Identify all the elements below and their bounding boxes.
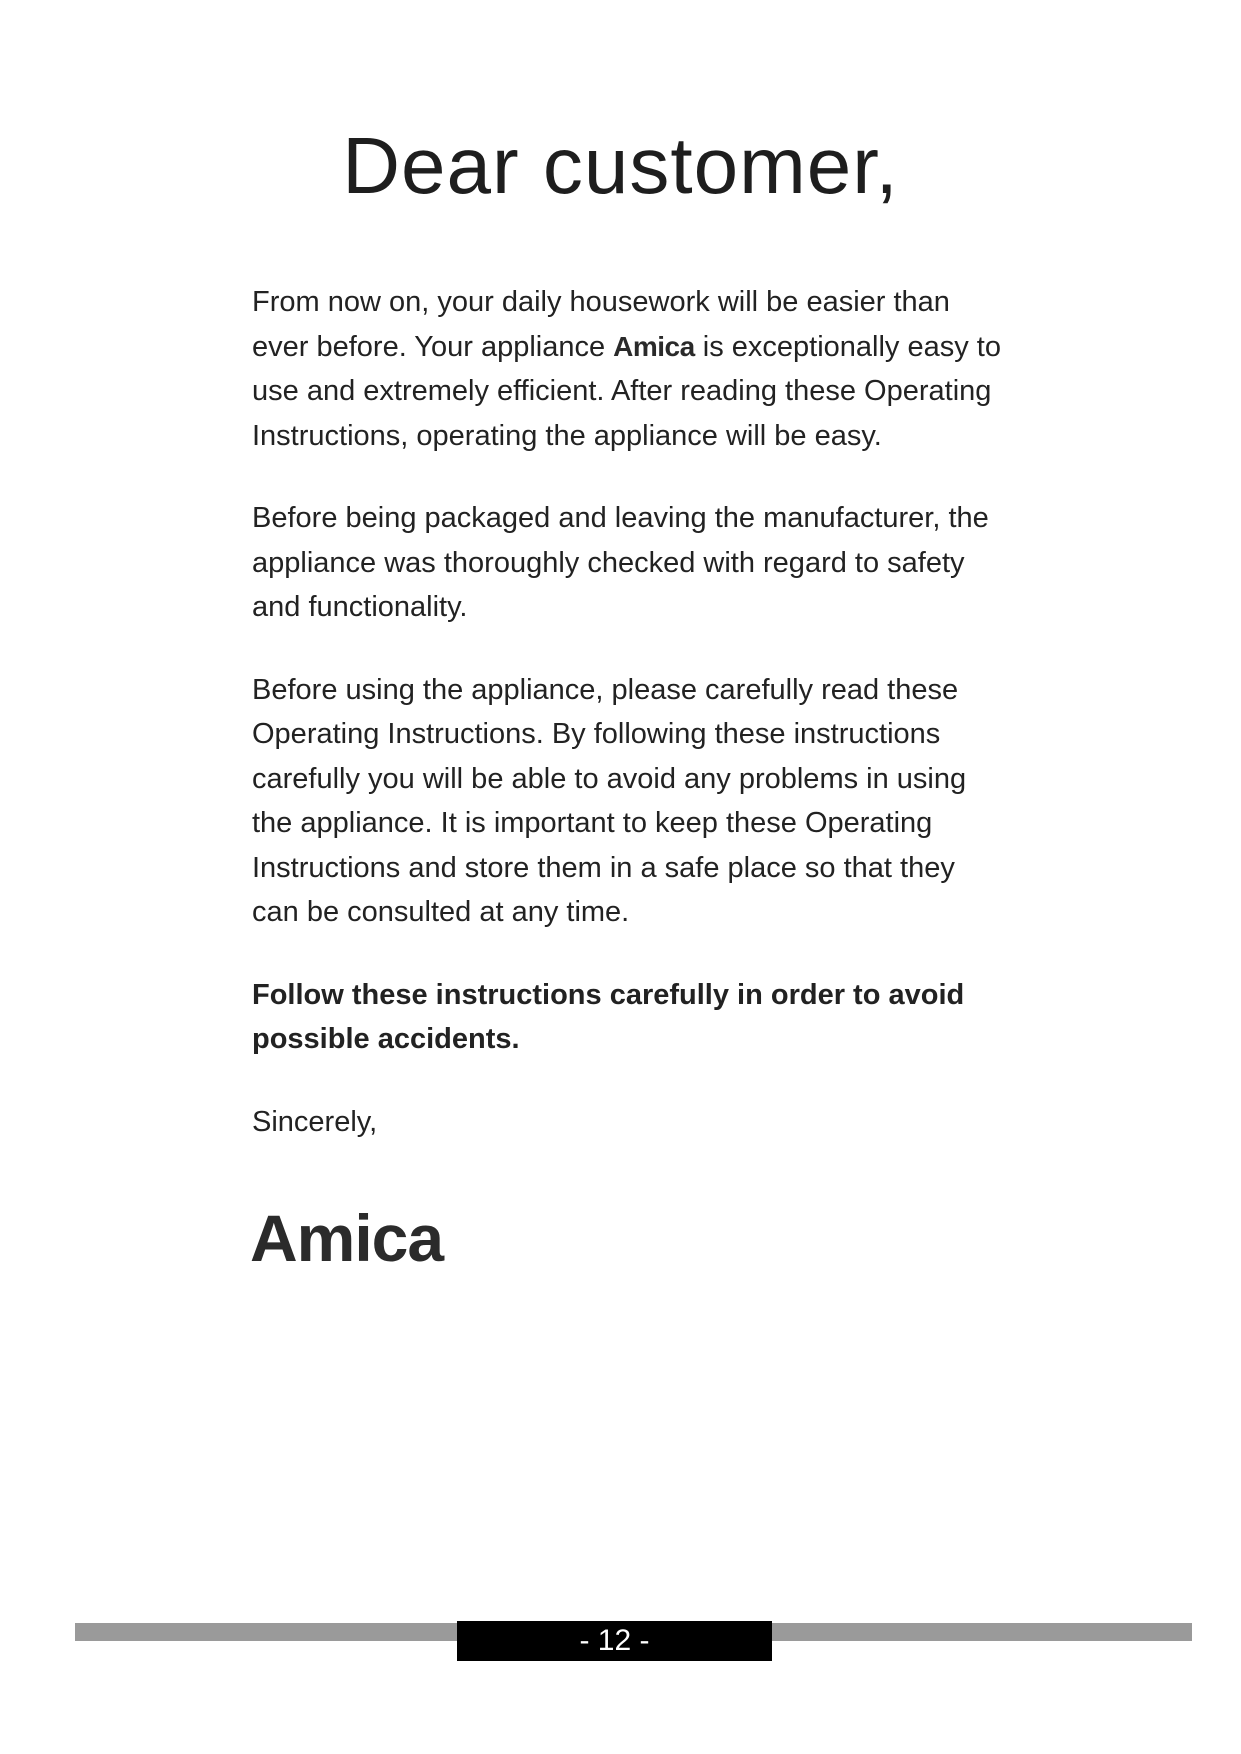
- page-number: - 12 -: [457, 1621, 772, 1661]
- paragraph-warning: Follow these instructions carefully in order to avoid possible accidents.: [252, 978, 965, 1055]
- letter-body: [252, 280, 1002, 1144]
- paragraph-intro: [252, 280, 1002, 458]
- amica-logo: Amica: [250, 1201, 444, 1275]
- paragraph-read-instructions: Before using the appliance, please carefully read these Operating Instructions. By following these instructions carefully you will be able to avoid any problems in using the appliance. It is important to keep these Operating Instructions and store them in a safe place so that they can be consulted at any time.: [252, 673, 967, 928]
- inline-amica-logo: Amica: [613, 330, 695, 362]
- closing-salutation: Sincerely,: [252, 1105, 378, 1138]
- page-title: Dear customer,: [342, 121, 899, 210]
- paragraph-quality-check: Before being packaged and leaving the manufacturer, the appliance was thoroughly checked with regard to safety and functionality.: [252, 502, 989, 623]
- paragraph-intro-start: From now on, your daily housework will be easier than ever before. Your appliance: [252, 286, 950, 363]
- paragraph-intro-end: is exceptionally easy to use and extremely efficient. After reading these Operating Instructions, operating the appliance will be easy.: [252, 330, 1001, 452]
